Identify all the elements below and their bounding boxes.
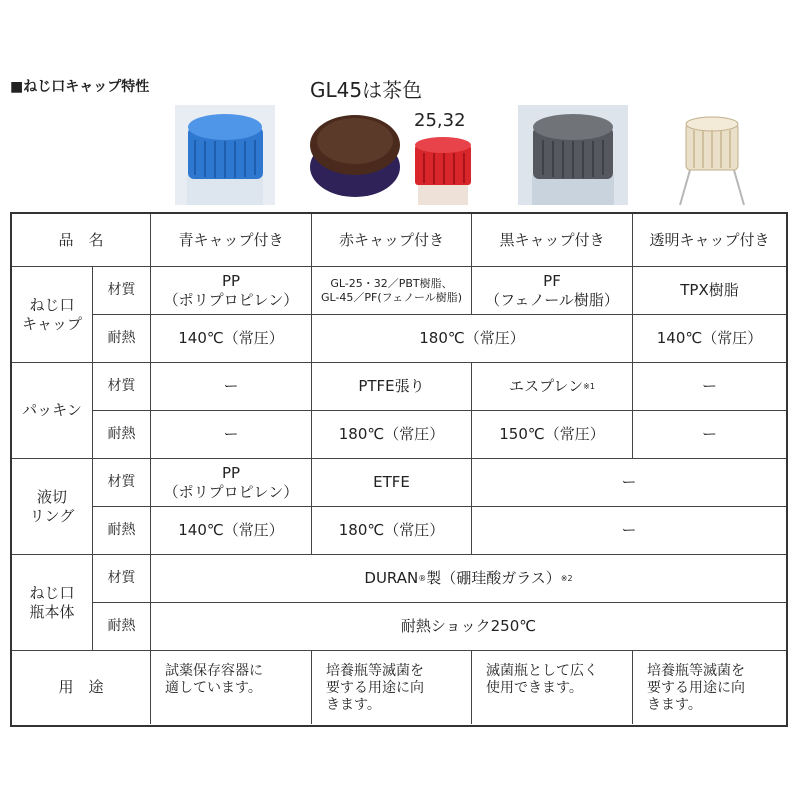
red-packing-heat: 180℃（常圧） — [312, 411, 472, 459]
blue-cap-heat: 140℃（常圧） — [151, 315, 312, 363]
clear-usage: 培養瓶等滅菌を 要する用途に向 きます。 — [647, 663, 745, 714]
section-title: ■ねじ口キャップ特性 — [10, 79, 150, 95]
clear-cap-heat: 140℃（常圧） — [633, 315, 786, 363]
rest-ring-material: ー — [472, 459, 786, 507]
black-packing-material — [472, 363, 633, 411]
black-cap-image — [518, 105, 628, 205]
ring-material-label: 材質 — [93, 459, 151, 507]
black-cap-material: PF （フェノール樹脂） — [472, 267, 633, 315]
red-ring-heat: 180℃（常圧） — [312, 507, 472, 555]
rest-ring-heat: ー — [472, 507, 786, 555]
product-header: 品 名 — [12, 214, 151, 267]
registered-mark: ® — [418, 573, 427, 583]
black-packing-heat: 150℃（常圧） — [472, 411, 633, 459]
cap-heat-label: 耐熱 — [93, 315, 151, 363]
clear-packing-heat: ー — [633, 411, 786, 459]
note-2-mark: ※2 — [560, 573, 573, 583]
note-1-mark: ※1 — [583, 381, 595, 391]
packing-material-label: 材質 — [93, 363, 151, 411]
black-packing-material-text: エスプレン — [509, 377, 584, 396]
blue-ring-material: PP （ポリプロピレン） — [151, 459, 312, 507]
ring-label: 液切 リング — [12, 459, 93, 555]
cap-material-label: 材質 — [93, 267, 151, 315]
blue-packing-material: ー — [151, 363, 312, 411]
red-packing-material: PTFE張り — [312, 363, 472, 411]
red-ring-material: ETFE — [312, 459, 472, 507]
red-usage: 培養瓶等滅菌を 要する用途に向 きます。 — [312, 651, 472, 724]
ring-heat-label: 耐熱 — [93, 507, 151, 555]
blue-usage: 試薬保存容器に 適しています。 — [151, 651, 312, 724]
bottle-heat-label: 耐熱 — [93, 603, 151, 651]
clear-cap-image — [672, 110, 752, 205]
usage-label: 用 途 — [12, 651, 151, 724]
red-size-note: 25,32 — [414, 110, 466, 131]
red-cap-material: GL-25・32／PBT樹脂、 GL-45／PF(フェノール樹脂) — [312, 267, 472, 315]
blue-cap-header: 青キャップ付き — [151, 214, 312, 267]
clear-cap-header: 透明キャップ付き — [633, 214, 786, 267]
packing-label: パッキン — [12, 363, 93, 459]
cap-label: ねじ口 キャップ — [12, 267, 93, 363]
red-cap-header: 赤キャップ付き — [312, 214, 472, 267]
cap-properties-table — [10, 212, 788, 727]
bottle-material-label: 材質 — [93, 555, 151, 603]
red-cap-image — [410, 135, 475, 205]
blue-cap-image — [175, 105, 275, 205]
gl45-note: GL45は茶色 — [310, 78, 423, 102]
blue-cap-material: PP （ポリプロピレン） — [151, 267, 312, 315]
bottle-label: ねじ口 瓶本体 — [12, 555, 93, 651]
bottle-heat: 耐熱ショック250℃ — [151, 603, 786, 651]
bottle-material-suffix: 製（硼珪酸ガラス） — [426, 569, 561, 588]
redblack-cap-heat: 180℃（常圧） — [312, 315, 633, 363]
bottle-material-prefix: DURAN — [364, 569, 419, 588]
black-usage: 滅菌瓶として広く 使用できます。 — [472, 651, 633, 724]
clear-packing-material: ー — [633, 363, 786, 411]
bottle-material — [151, 555, 786, 603]
blue-ring-heat: 140℃（常圧） — [151, 507, 312, 555]
clear-cap-material: TPX樹脂 — [633, 267, 786, 315]
packing-heat-label: 耐熱 — [93, 411, 151, 459]
brown-cap-image — [305, 105, 405, 203]
blue-packing-heat: ー — [151, 411, 312, 459]
black-cap-header: 黒キャップ付き — [472, 214, 633, 267]
